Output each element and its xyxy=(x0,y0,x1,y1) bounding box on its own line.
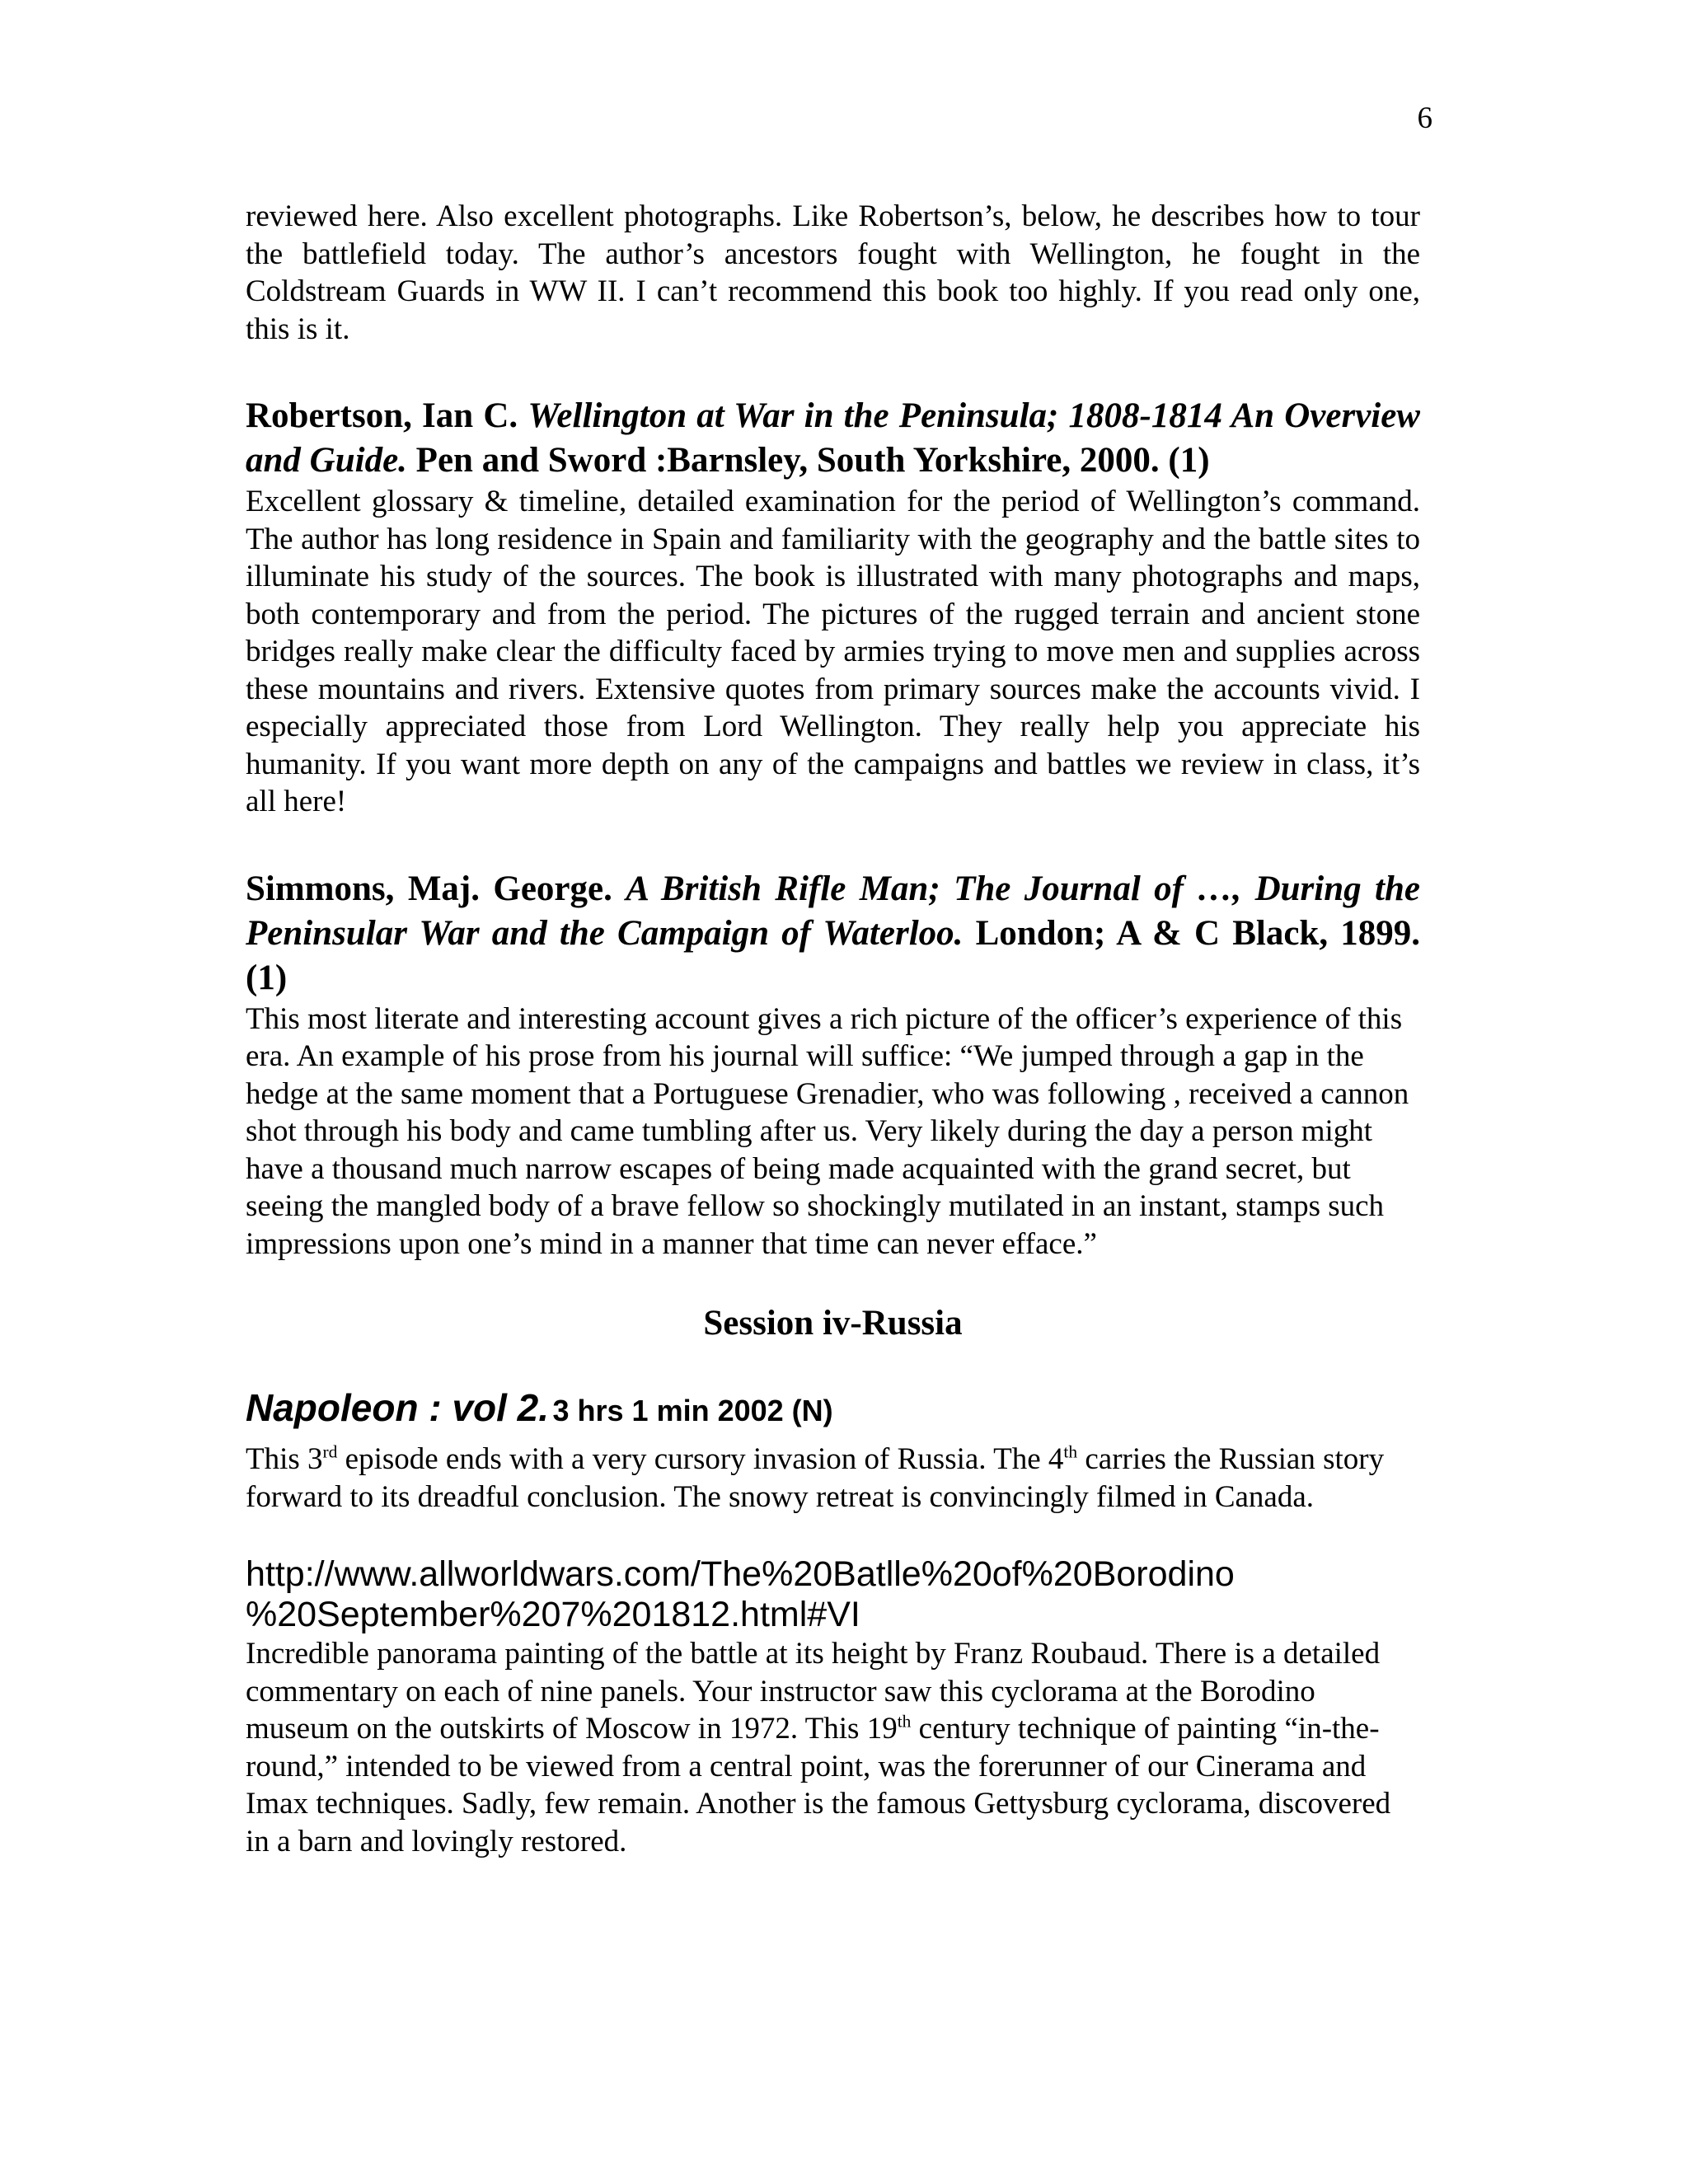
film-entry-napoleon xyxy=(246,1385,1420,1516)
entry-heading xyxy=(246,867,1420,1001)
entry-review: This most literate and interesting account gives a rich picture of the officer’s experience of this era. An example of his prose from his journal will suffice: “We jumped through a gap in the hedge at the same moment that a Portuguese Grenadier, who was following , received a cannon shot through his body and came tumbling after us. Very likely during the day a person might have a thousand much narrow escapes of being made acquainted with the grand secret, but seeing the mangled body of a brave fellow so shockingly mutilated in an instant, stamps such impressions upon one’s mind in a manner that time can never efface.” xyxy=(246,1001,1409,1261)
film-title: Napoleon : vol 2. xyxy=(246,1386,550,1429)
web-entry-borodino xyxy=(246,1554,1420,1860)
entry-author: Simmons, Maj. George. xyxy=(246,869,612,908)
url-line-1[interactable]: http://www.allworldwars.com/The%20Batlle%20of%20Borodino xyxy=(246,1554,1235,1594)
page-number: 6 xyxy=(1417,101,1432,135)
url-line-2[interactable]: %20September%207%201812.html#VI xyxy=(246,1595,860,1634)
entry-heading xyxy=(246,394,1420,483)
film-heading xyxy=(246,1385,1420,1441)
bibliography-entry-simmons xyxy=(246,867,1420,1263)
film-review: This 3rd episode ends with a very cursory invasion of Russia. The 4th carries the Russian story forward to its dreadful conclusion. The snowy retreat is convincingly filmed in Canada. xyxy=(246,1441,1385,1514)
intro-paragraph: reviewed here. Also excellent photographs. Like Robertson’s, below, he describes how to tour the battlefield today. The author’s ancestors fought with Wellington, he fought in the Coldstream Guards in WW II. I can’t recommend this book too highly. If you read only one, this is it. xyxy=(246,199,1420,346)
page-content xyxy=(246,198,1420,1860)
entry-publisher: London; A & C Black, 1899. (1) xyxy=(246,913,1421,997)
bibliography-entry-robertson xyxy=(246,394,1420,821)
entry-review: Excellent glossary & timeline, detailed examination for the period of Wellington’s command. The author has long residence in Spain and familiarity with the geography and the battle sites to illuminate his study of the sources. The book is illustrated with many photographs and maps, both contemporary and from the period. The pictures of the rugged terrain and ancient stone bridges really make clear the difficulty faced by armies trying to move men and supplies across these mountains and rivers. Extensive quotes from primary sources make the accounts vivid. I especially appreciated those from Lord Wellington. They really help you appreciate his humanity. If you want more depth on any of the campaigns and battles we review in class, it’s all here! xyxy=(246,485,1420,818)
section-heading: Session iv-Russia xyxy=(703,1304,963,1343)
web-review: Incredible panorama painting of the battle at its height by Franz Roubaud. There is a detailed commentary on each of nine panels. Your instructor saw this cyclorama at the Borodino museum on the outskirts of Moscow in 1972. This 19th century technique of painting “in-the-round,” intended to be viewed from a central point, was the forerunner of our Cinerama and Imax techniques. Sadly, few remain. Another is the famous Gettysburg cyclorama, discovered in a barn and lovingly restored. xyxy=(246,1637,1391,1858)
entry-title: Wellington at War in the Peninsula; 1808-1814 An Overview and Guide. xyxy=(246,396,1420,480)
borodino-link[interactable] xyxy=(246,1554,1420,1635)
entry-publisher: Pen and Sword :Barnsley, South Yorkshire, 2000. (1) xyxy=(415,441,1210,480)
entry-title: A British Rifle Man; The Journal of …, During the Peninsular War and the Campaign of Waterloo. xyxy=(246,869,1421,953)
entry-author: Robertson, Ian C. xyxy=(246,396,518,435)
film-meta: 3 hrs 1 min 2002 (N) xyxy=(552,1394,833,1427)
